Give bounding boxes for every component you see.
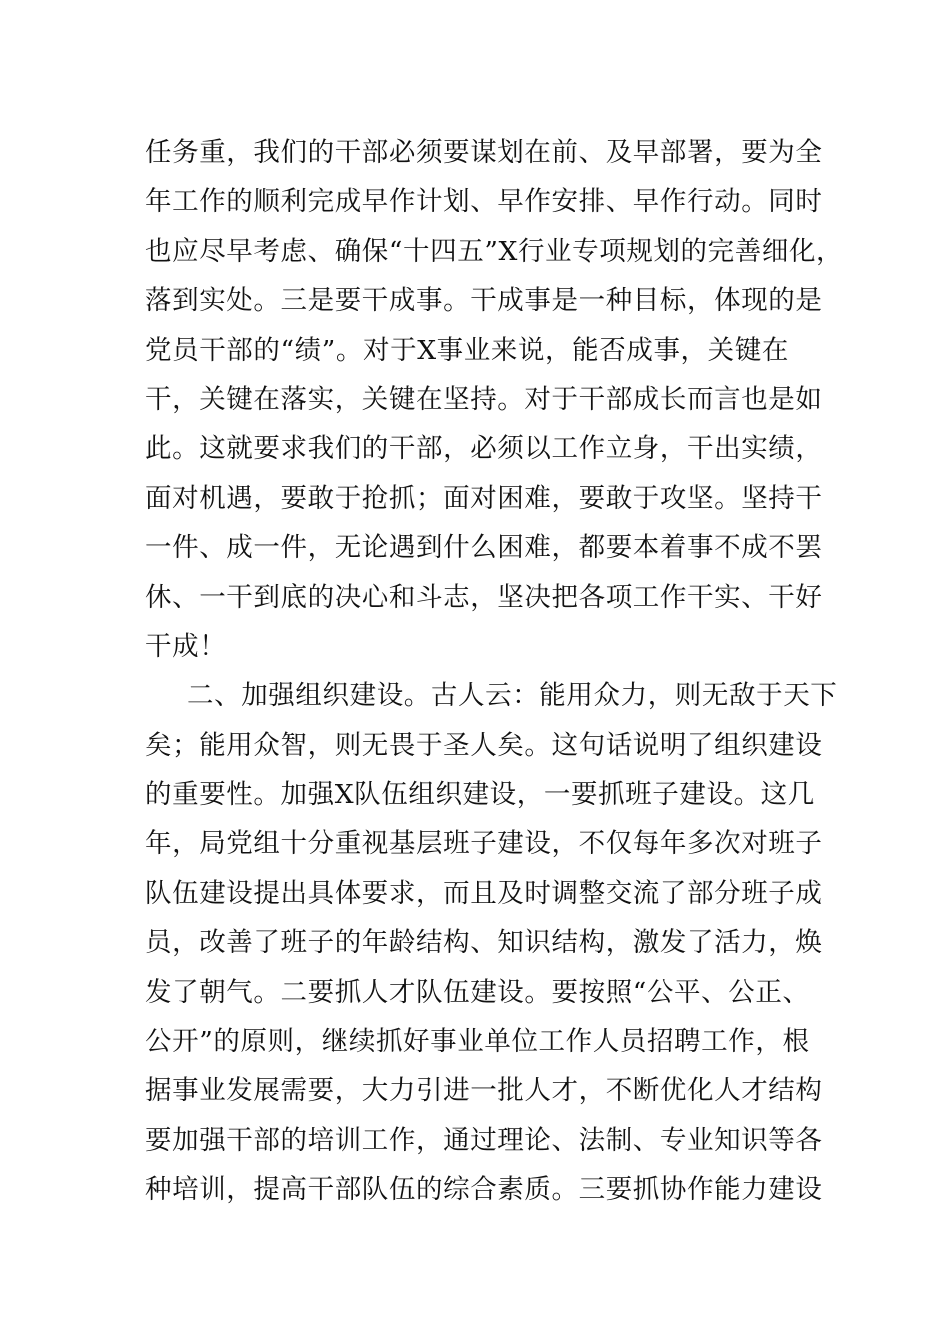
text-line: 此。这就要求我们的干部，必须以工作立身，干出实绩，: [145, 433, 823, 465]
text-line: 休、一干到底的决心和斗志，坚决把各项工作干实、干好: [145, 581, 823, 613]
text-line: 据事业发展需要，大力引进一批人才，不断优化人才结构: [145, 1075, 823, 1107]
text-line: 干成！: [145, 630, 227, 662]
text-line: 要加强干部的培训工作，通过理论、法制、专业知识等各: [145, 1124, 823, 1156]
text-line: 也应尽早考虑、确保“十四五”X行业专项规划的完善细化，: [145, 235, 844, 267]
paragraph-start-line: 二、加强组织建设。古人云：能用众力，则无敌于天下: [187, 680, 838, 712]
text-line: 落到实处。三是要干成事。干成事是一种目标，体现的是: [145, 285, 823, 317]
text-line: 发了朝气。二要抓人才队伍建设。要按照“公平、公正、: [145, 976, 810, 1008]
text-line: 员，改善了班子的年龄结构、知识结构，激发了活力，焕: [145, 927, 823, 959]
text-line: 矣；能用众智，则无畏于圣人矣。这句话说明了组织建设: [145, 729, 823, 761]
text-line: 面对机遇，要敢于抢抓；面对困难，要敢于攻坚。坚持干: [145, 482, 823, 514]
text-line: 的重要性。加强X队伍组织建设，一要抓班子建设。这几: [145, 779, 815, 811]
text-line: 任务重，我们的干部必须要谋划在前、及早部署，要为全: [145, 137, 823, 168]
text-line: 年，局党组十分重视基层班子建设，不仅每年多次对班子: [145, 828, 823, 860]
text-line: 年工作的顺利完成早作计划、早作安排、早作行动。同时: [145, 186, 823, 218]
text-line: 一件、成一件，无论遇到什么困难，都要本着事不成不罢: [145, 532, 823, 564]
body-text: [145, 128, 844, 1215]
text-line: 种培训，提高干部队伍的综合素质。三要抓协作能力建设: [145, 1174, 823, 1206]
text-line: 队伍建设提出具体要求，而且及时调整交流了部分班子成: [145, 877, 823, 909]
text-line: 干，关键在落实，关键在坚持。对于干部成长而言也是如: [145, 383, 823, 415]
text-line: 公开”的原则，继续抓好事业单位工作人员招聘工作，根: [145, 1026, 810, 1058]
text-line: 党员干部的“绩”。对于X事业来说，能否成事，关键在: [145, 334, 789, 366]
